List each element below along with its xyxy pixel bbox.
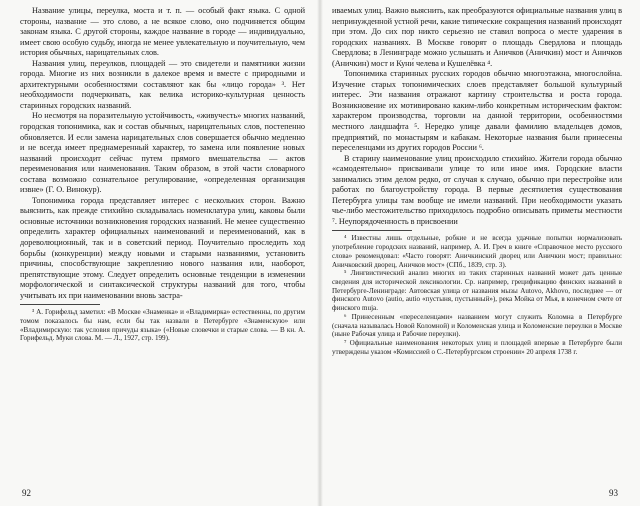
paragraph: Названия улиц, переулков, площадей — это свидетели и памятники жизни города. Многие из них возникли в далекое время и вместе с природными и архитектурными особенностями составляют как бы «лицо города» ³. Нет необходимости подчеркивать, как велика историко-культурная ценность старинных городских названий. <box>20 58 305 110</box>
footnote: ⁴ Известны лишь отдельные, робкие и не всегда удачные попытки нормализовать употребление городских названий, например, А. И. Греч в книге «Справочное место русского слова» рекомендовал: «Часто говорят: Аничкинский дворец или Аничкин мост; правильно: Аничковский дворец, Аничков мост» (СПб., 1839, стр. 3). <box>332 234 622 269</box>
footnote: ⁷ Официальные наименования некоторых улиц и площадей впервые в Петербурге были утверждены указом «Комиссией о С.-Петербургском строении» 20 апреля 1738 г. <box>332 338 622 356</box>
footnote: ⁶ Принесенным «переселенцами» названием могут служить Коломна в Петербурге (сначала называлась Новой Коломной) и Коломенская улица и Коломенские переулки в Москве (ныне Рабочая улица и Рабочие переулки). <box>332 312 622 339</box>
footnote: ⁵ Лингвистический анализ многих из таких старинных названий может дать ценные сведения для исторической лексикологии. Ср. например, грецификацию финских названий в Петербурге-Ленинграде: Автовская улица от названия мызы Autovo, Akhovo, последнее — от финского Autovo (autio, autio «пустыня, пустынный»), река Мойка от Мья, в конечном счете от финского muja. <box>332 269 622 313</box>
footnote-separator <box>20 304 100 305</box>
paragraph: В старину наименование улиц происходило стихийно. Жители города обычно «самодеятельно» присваивали улице то или иное имя. Городские власти занимались этим делом редко, от случая к случаю, обычно при перестройке или работах по благоустройству города. В первые десятилетия существования Петербурга улицы там вообще не имели названий. При необходимости указать чье-либо местожительство приходилось подробно описывать приметы местности ⁷. Неупорядоченность в присвоении <box>332 153 622 226</box>
paragraph: иваемых улиц. Важно выяснить, как преобразуются официальные названия улиц в непринужденной устной речи, какие типические сокращения названий происходят при этом. До сих пор никто серьезно не ставил вопроса о месте ударения в городских названиях. В Москве говорят о площадь Свердлова и площадь Свердлова; в Ленинграде можно услышать и Аничков (Аничкин) мост и Аничков (Аничкин) мост и Куни́ челева и Кушелёвка ⁴. <box>332 6 622 68</box>
paragraph: Название улицы, переулка, моста и т. п. — особый факт языка. С одной стороны, название — это слово, а не всякое слово, оно подчиняется общим законам языка. С другой стороны, каждое название в городе — индивидуально, имеет свою особую судьбу, иногда не менее увлекательную и поучительную, чем история обычных, нарицательных слов. <box>20 6 305 58</box>
footnote-separator <box>332 230 412 231</box>
page-number: 92 <box>22 488 31 498</box>
right-page-column <box>332 6 622 356</box>
left-page-column <box>20 6 305 343</box>
paragraph: Топонимика города представляет интерес с нескольких сторон. Важно выяснить, как прежде стихийно складывалась номенклатура улиц, каковы были основные источники возникновения городских названий. Не менее существенно определить характер официальных наименований и переименований, как в дореволюционный, так и в советский период. Поучительно проследить ход борьбы (конкуренции) между новыми и старыми названиями, установить причины, способствующие закреплению нового названия или, наоборот, препятствующие этому. Следует определить основные тенденции в изменении морфологической и синтаксической структуры названий для того, чтобы учитывать их при наименовании вновь застра- <box>20 195 305 300</box>
page-number: 93 <box>609 488 618 498</box>
paragraph: Но несмотря на поразительную устойчивость, «живучесть» многих названий, городская топонимика, как и состав обычных, нарицательных слов, постепенно обновляется. И если замена нарицательных слов совершается обычно медленно и не всегда имеет преднамеренный характер, то замена или появление новых названий происходит сейчас путем прямого вмешательства — актов переименования или наименования. Таким образом, в этой части словарного состава возможно сознательное регулирование, «определенная организация извне» (Г. О. Винокур). <box>20 111 305 195</box>
footnote: ³ А. Горифельд заметил: «В Москве «Знаменка» и «Владимирка» естественны, по другим томом показалось бы нам, если бы так назвали в Петербурге «Знаменскую» или «Владимирскую: так условия причуды языка» («Новые словечки и старые слова. — В кн. А. Горифельд. Муки слова. М. — Л., 1927, стр. 199). <box>20 308 305 343</box>
right-page <box>320 0 640 506</box>
paragraph: Топонимика старинных русских городов обычно многоэтажна, многослойна. Изучение старых топонимических слоев представляет большой культурный интерес. Эти названия отражают картину строительства и роста города. Возникновение их мотивировано каким-либо конкретным историческим фактом: характером производства, торговли на данной территории, особенностями местного ландшафта ⁵. Нередко улице давали фамилию владельцев домов, предприятий, по монастырям и кабакам. Некоторые названия были принесены переселенцами из других городов России ⁶. <box>332 69 622 153</box>
